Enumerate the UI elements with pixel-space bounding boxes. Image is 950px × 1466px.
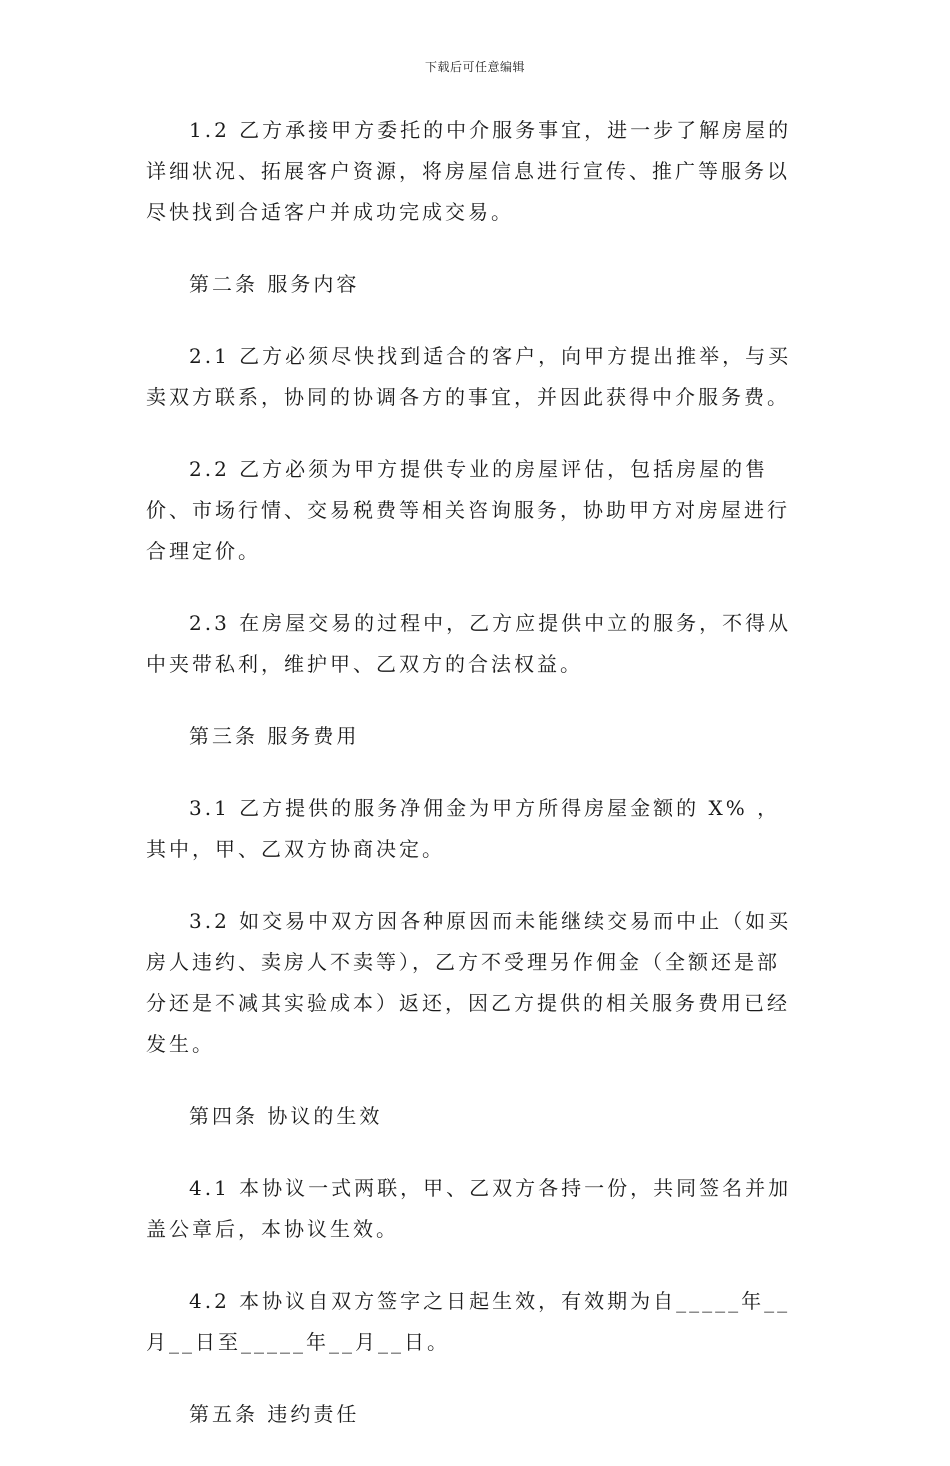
clause-4-1: 4.1 本协议一式两联，甲、乙双方各持一份，共同签名并加盖公章后，本协议生效。 — [146, 1176, 792, 1241]
section-heading-3: 第三条 服务费用 — [189, 724, 360, 748]
clause-4-2: 4.2 本协议自双方签字之日起生效，有效期为自_____年__月__日至_____年__月__日。 — [146, 1289, 791, 1354]
section-heading-4: 第四条 协议的生效 — [189, 1104, 383, 1128]
section-heading-5: 第五条 违约责任 — [189, 1402, 360, 1426]
section-heading-2: 第二条 服务内容 — [189, 272, 360, 296]
clause-2-2: 2.2 乙方必须为甲方提供专业的房屋评估，包括房屋的售价、市场行情、交易税费等相关咨询服务，协助甲方对房屋进行合理定价。 — [146, 457, 790, 563]
clause-3-1: 3.1 乙方提供的服务净佣金为甲方所得房屋金额的 X% ，其中，甲、乙双方协商决定。 — [146, 796, 781, 861]
clause-2-1: 2.1 乙方必须尽快找到适合的客户，向甲方提出推举，与买卖双方联系，协同的协调各方的事宜，并因此获得中介服务费。 — [146, 344, 792, 409]
clause-2-3: 2.3 在房屋交易的过程中，乙方应提供中立的服务，不得从中夹带私利，维护甲、乙双方的合法权益。 — [146, 611, 792, 676]
clause-3-2: 3.2 如交易中双方因各种原因而未能继续交易而中止（如买房人违约、卖房人不卖等），乙方不受理另作佣金（全额还是部分还是不减其实验成本）返还，因乙方提供的相关服务费用已经发生。 — [146, 909, 792, 1056]
clause-1-2: 1.2 乙方承接甲方委托的中介服务事宜，进一步了解房屋的详细状况、拓展客户资源，将房屋信息进行宣传、推广等服务以尽快找到合适客户并成功完成交易。 — [146, 118, 792, 224]
page-header: 下载后可任意编辑 — [424, 60, 525, 74]
document-body — [146, 110, 798, 1466]
